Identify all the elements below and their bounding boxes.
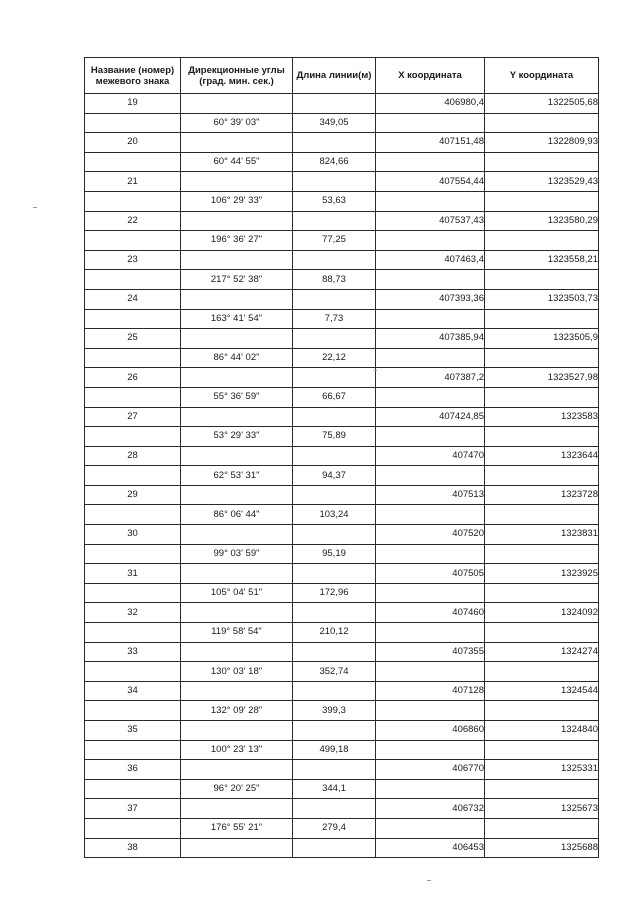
cell-x — [376, 740, 485, 760]
cell-name: 35 — [85, 721, 181, 741]
cell-length: 95,19 — [293, 544, 376, 564]
cell-y: 1324092 — [485, 603, 599, 623]
cell-y — [485, 779, 599, 799]
cell-angle — [181, 485, 293, 505]
cell-length — [293, 681, 376, 701]
cell-y — [485, 348, 599, 368]
cell-y — [485, 309, 599, 329]
cell-angle: 53° 29' 33" — [181, 427, 293, 447]
cell-name — [85, 387, 181, 407]
scan-artifact-left — [33, 207, 37, 208]
cell-y — [485, 662, 599, 682]
cell-name: 34 — [85, 681, 181, 701]
cell-angle: 196° 36' 27" — [181, 231, 293, 251]
cell-y: 1325688 — [485, 838, 599, 858]
cell-y — [485, 466, 599, 486]
cell-x — [376, 779, 485, 799]
header-marker-name: Название (номер) межевого знака — [85, 58, 181, 94]
cell-angle — [181, 603, 293, 623]
table-row — [85, 662, 599, 682]
cell-length — [293, 329, 376, 349]
cell-name: 29 — [85, 485, 181, 505]
table-row — [85, 289, 599, 309]
cell-length: 172,96 — [293, 583, 376, 603]
cell-name — [85, 623, 181, 643]
table-row — [85, 152, 599, 172]
cell-angle — [181, 368, 293, 388]
cell-x: 407554,44 — [376, 172, 485, 192]
cell-y — [485, 152, 599, 172]
cell-x — [376, 544, 485, 564]
table-row — [85, 133, 599, 153]
cell-x: 407505 — [376, 564, 485, 584]
table-row — [85, 270, 599, 290]
cell-length — [293, 94, 376, 114]
cell-name: 26 — [85, 368, 181, 388]
cell-angle: 62° 53' 31" — [181, 466, 293, 486]
table-row — [85, 446, 599, 466]
cell-name — [85, 113, 181, 133]
header-direction-angle: Дирекционные углы (град. мин. сек.) — [181, 58, 293, 94]
table-row — [85, 250, 599, 270]
cell-name — [85, 191, 181, 211]
cell-angle: 86° 44' 02" — [181, 348, 293, 368]
cell-name — [85, 544, 181, 564]
table-header — [85, 58, 599, 94]
cell-x: 407385,94 — [376, 329, 485, 349]
cell-angle: 132° 09' 28" — [181, 701, 293, 721]
cell-name: 33 — [85, 642, 181, 662]
cell-x — [376, 387, 485, 407]
table-row — [85, 642, 599, 662]
table-row — [85, 838, 599, 858]
cell-name — [85, 466, 181, 486]
cell-angle — [181, 838, 293, 858]
cell-x — [376, 113, 485, 133]
cell-angle: 119° 58' 54" — [181, 623, 293, 643]
cell-angle — [181, 642, 293, 662]
table-row — [85, 799, 599, 819]
table-row — [85, 172, 599, 192]
cell-x: 407470 — [376, 446, 485, 466]
cell-name — [85, 662, 181, 682]
cell-length: 279,4 — [293, 818, 376, 838]
cell-y: 1325331 — [485, 760, 599, 780]
cell-y — [485, 505, 599, 525]
cell-angle — [181, 525, 293, 545]
cell-angle: 60° 44' 55" — [181, 152, 293, 172]
cell-x: 407520 — [376, 525, 485, 545]
cell-length: 210,12 — [293, 623, 376, 643]
cell-name: 23 — [85, 250, 181, 270]
cell-x — [376, 152, 485, 172]
cell-x: 407387,2 — [376, 368, 485, 388]
scan-artifact-bottom — [427, 880, 431, 881]
cell-angle — [181, 329, 293, 349]
cell-length — [293, 642, 376, 662]
cell-y: 1323527,98 — [485, 368, 599, 388]
cell-name — [85, 818, 181, 838]
cell-name — [85, 348, 181, 368]
cell-name: 31 — [85, 564, 181, 584]
cell-x — [376, 231, 485, 251]
table-row — [85, 94, 599, 114]
cell-x: 407393,36 — [376, 289, 485, 309]
cell-y: 1323925 — [485, 564, 599, 584]
table-row — [85, 211, 599, 231]
cell-length — [293, 211, 376, 231]
cell-x: 406860 — [376, 721, 485, 741]
cell-length — [293, 289, 376, 309]
cell-length: 349,05 — [293, 113, 376, 133]
cell-x — [376, 466, 485, 486]
cell-name: 30 — [85, 525, 181, 545]
cell-y — [485, 623, 599, 643]
cell-angle: 96° 20' 25" — [181, 779, 293, 799]
cell-x: 406980,4 — [376, 94, 485, 114]
cell-x — [376, 191, 485, 211]
cell-name — [85, 505, 181, 525]
cell-name: 20 — [85, 133, 181, 153]
table-row — [85, 603, 599, 623]
cell-y — [485, 818, 599, 838]
cell-name: 22 — [85, 211, 181, 231]
cell-length — [293, 760, 376, 780]
table-row — [85, 427, 599, 447]
table-row — [85, 740, 599, 760]
cell-length: 824,66 — [293, 152, 376, 172]
cell-length — [293, 603, 376, 623]
header-row — [85, 58, 599, 94]
cell-y: 1323505,9 — [485, 329, 599, 349]
cell-angle — [181, 446, 293, 466]
cell-length: 344,1 — [293, 779, 376, 799]
header-x-coordinate: X координата — [376, 58, 485, 94]
cell-y: 1323583 — [485, 407, 599, 427]
scan-artifact-right — [374, 370, 377, 371]
header-y-coordinate: Y координата — [485, 58, 599, 94]
table-row — [85, 191, 599, 211]
cell-angle — [181, 172, 293, 192]
cell-x — [376, 270, 485, 290]
cell-length — [293, 721, 376, 741]
cell-angle: 105° 04' 51" — [181, 583, 293, 603]
cell-y: 1323529,43 — [485, 172, 599, 192]
cell-y: 1324274 — [485, 642, 599, 662]
cell-length — [293, 525, 376, 545]
cell-length: 66,67 — [293, 387, 376, 407]
cell-name — [85, 231, 181, 251]
cell-x — [376, 662, 485, 682]
table-row — [85, 525, 599, 545]
cell-y: 1322505,68 — [485, 94, 599, 114]
cell-x — [376, 505, 485, 525]
boundary-coordinates-table — [84, 57, 599, 858]
cell-x — [376, 818, 485, 838]
table-row — [85, 485, 599, 505]
table-row — [85, 721, 599, 741]
cell-x — [376, 348, 485, 368]
cell-name — [85, 701, 181, 721]
cell-angle — [181, 681, 293, 701]
cell-length: 77,25 — [293, 231, 376, 251]
cell-y: 1323503,73 — [485, 289, 599, 309]
cell-y — [485, 740, 599, 760]
table-row — [85, 387, 599, 407]
cell-length: 499,18 — [293, 740, 376, 760]
cell-y — [485, 701, 599, 721]
table-row — [85, 231, 599, 251]
cell-angle: 86° 06' 44" — [181, 505, 293, 525]
cell-angle — [181, 799, 293, 819]
cell-name: 28 — [85, 446, 181, 466]
cell-angle: 106° 29' 33" — [181, 191, 293, 211]
cell-angle: 55° 36' 59" — [181, 387, 293, 407]
table-row — [85, 544, 599, 564]
cell-name — [85, 779, 181, 799]
table-row — [85, 779, 599, 799]
cell-angle: 130° 03' 18" — [181, 662, 293, 682]
cell-name: 32 — [85, 603, 181, 623]
cell-name — [85, 152, 181, 172]
cell-x: 406453 — [376, 838, 485, 858]
cell-angle: 60° 39' 03" — [181, 113, 293, 133]
cell-y — [485, 544, 599, 564]
cell-x: 407128 — [376, 681, 485, 701]
cell-length — [293, 250, 376, 270]
cell-x — [376, 623, 485, 643]
cell-length — [293, 838, 376, 858]
cell-length: 75,89 — [293, 427, 376, 447]
cell-length — [293, 407, 376, 427]
cell-length: 94,37 — [293, 466, 376, 486]
table-body — [85, 94, 599, 858]
cell-angle — [181, 564, 293, 584]
cell-length — [293, 485, 376, 505]
table-row — [85, 466, 599, 486]
cell-y: 1323728 — [485, 485, 599, 505]
cell-y: 1324840 — [485, 721, 599, 741]
table-row — [85, 505, 599, 525]
cell-x: 407463,4 — [376, 250, 485, 270]
cell-name: 25 — [85, 329, 181, 349]
cell-name — [85, 309, 181, 329]
table-row — [85, 407, 599, 427]
cell-y — [485, 231, 599, 251]
cell-name — [85, 427, 181, 447]
cell-angle — [181, 250, 293, 270]
cell-y: 1324544 — [485, 681, 599, 701]
cell-length: 88,73 — [293, 270, 376, 290]
cell-y: 1323558,21 — [485, 250, 599, 270]
cell-x: 407151,48 — [376, 133, 485, 153]
cell-y — [485, 427, 599, 447]
cell-name: 21 — [85, 172, 181, 192]
cell-angle: 100° 23' 13" — [181, 740, 293, 760]
cell-length: 22,12 — [293, 348, 376, 368]
cell-x — [376, 701, 485, 721]
cell-angle: 163° 41' 54" — [181, 309, 293, 329]
table-row — [85, 368, 599, 388]
cell-angle — [181, 133, 293, 153]
cell-length — [293, 446, 376, 466]
cell-x: 406732 — [376, 799, 485, 819]
cell-length: 7,73 — [293, 309, 376, 329]
cell-name: 27 — [85, 407, 181, 427]
cell-name — [85, 740, 181, 760]
cell-angle: 176° 55' 21" — [181, 818, 293, 838]
cell-y — [485, 387, 599, 407]
cell-y: 1323831 — [485, 525, 599, 545]
cell-y — [485, 191, 599, 211]
cell-name: 38 — [85, 838, 181, 858]
table-row — [85, 681, 599, 701]
cell-y: 1323580,29 — [485, 211, 599, 231]
table-row — [85, 583, 599, 603]
cell-angle — [181, 721, 293, 741]
cell-length: 352,74 — [293, 662, 376, 682]
cell-x — [376, 427, 485, 447]
cell-length — [293, 368, 376, 388]
cell-x: 407355 — [376, 642, 485, 662]
cell-x: 407424,85 — [376, 407, 485, 427]
table-row — [85, 309, 599, 329]
table-row — [85, 701, 599, 721]
cell-x: 407513 — [376, 485, 485, 505]
cell-x: 406770 — [376, 760, 485, 780]
cell-length: 103,24 — [293, 505, 376, 525]
cell-length — [293, 799, 376, 819]
cell-y: 1323644 — [485, 446, 599, 466]
table-row — [85, 113, 599, 133]
cell-name — [85, 270, 181, 290]
cell-y — [485, 113, 599, 133]
table-row — [85, 564, 599, 584]
cell-y — [485, 270, 599, 290]
cell-name: 24 — [85, 289, 181, 309]
table-row — [85, 348, 599, 368]
cell-length — [293, 133, 376, 153]
cell-x: 407460 — [376, 603, 485, 623]
cell-y: 1322809,93 — [485, 133, 599, 153]
cell-angle — [181, 407, 293, 427]
table-row — [85, 329, 599, 349]
cell-length — [293, 172, 376, 192]
cell-name: 36 — [85, 760, 181, 780]
cell-angle: 217° 52' 38" — [181, 270, 293, 290]
header-line-length: Длина линии(м) — [293, 58, 376, 94]
cell-y — [485, 583, 599, 603]
cell-name: 37 — [85, 799, 181, 819]
cell-angle — [181, 94, 293, 114]
cell-length: 399,3 — [293, 701, 376, 721]
cell-angle — [181, 211, 293, 231]
cell-y: 1325673 — [485, 799, 599, 819]
cell-x — [376, 583, 485, 603]
cell-angle — [181, 289, 293, 309]
cell-x: 407537,43 — [376, 211, 485, 231]
table-row — [85, 623, 599, 643]
table-row — [85, 818, 599, 838]
table-row — [85, 760, 599, 780]
cell-x — [376, 309, 485, 329]
cell-name: 19 — [85, 94, 181, 114]
cell-name — [85, 583, 181, 603]
cell-length — [293, 564, 376, 584]
cell-angle — [181, 760, 293, 780]
cell-angle: 99° 03' 59" — [181, 544, 293, 564]
cell-length: 53,63 — [293, 191, 376, 211]
